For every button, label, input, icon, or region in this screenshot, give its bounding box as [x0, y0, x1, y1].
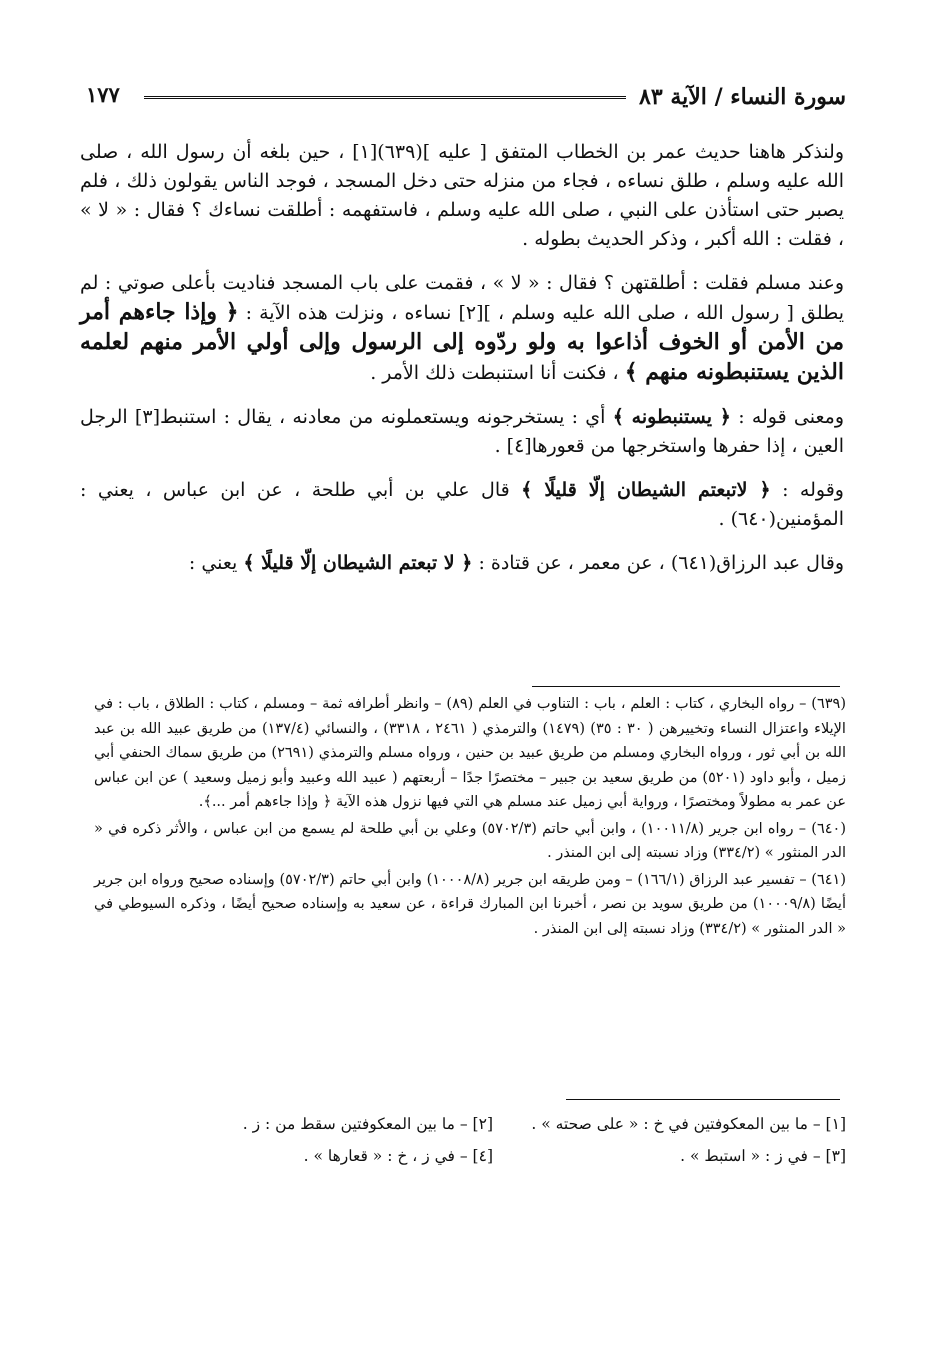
quran-verse: ﴿ يستنبطونه ﴾ [612, 406, 731, 428]
header-rule [144, 96, 626, 99]
paragraph-5-intro: وقال عبد الرزاق(٦٤١) ، عن معمر ، عن قتادة : [478, 552, 844, 574]
paragraph-3-outro: أي : يستخرجونه ويستعملونه من معادنه ، يقال : استنبط[٣] الرجل العين ، إذا حفرها واستخرجها من قعورها[٤] . [80, 406, 844, 457]
footnote-639: (٦٣٩) – رواه البخاري ، كتاب : العلم ، باب : التناوب في العلم (٨٩) – وانظر أطرافه ثمة – ومسلم ، كتاب : الطلاق ، باب : في الإيلاء واعتزال النساء وتخييرهن ( ٣٠ : ٣٥) (١٤٧٩) والترمذي ( ٢٤٦١ ، ٣٣١٨) ، والنسائي (١٣٧/٤) من طريق عبيد الله بن عبد الله بن أبي ثور ، ورواه البخاري ومسلم من طريق عبيد بن حنين ، ورواه مسلم والترمذي (٢٦٩١) من طريق سماك الحنفي أبي زميل ، وأبو داود (٥٢٠١) من طريق سعيد بن جبير – مختصرًا جدًا – أربعتهم ( عبيد الله وعبيد وأبو زميل وسعيد ) عن ابن عباس عن عمر به مطولاً ومختصرًا ، ورواية أبي زميل عند مسلم هي التي فيها نزول هذه الآية ﴿ وإذا جاءهم أمر ...﴾. [94, 696, 846, 810]
editor-notes-row [140, 1108, 846, 1140]
paragraph-5 [80, 549, 844, 578]
editor-note-1: [١] – ما بين المعكوفتين في خ : « على صحته » . [531, 1115, 846, 1133]
paragraph-1: ولنذكر هاهنا حديث عمر بن الخطاب المتفق [ عليه ](٦٣٩)[١] ، حين بلغه أن رسول الله ، صلى الله عليه وسلم ، طلق نساءه ، فجاء من منزله حتى دخل المسجد ، فوجد الناس يقولون ذلك ، فلم يصبر حتى استأذن على النبي ، صلى الله عليه وسلم ، فاستفهمه : أطلقت نساءك ؟ فقال : « لا » ، فقلت : الله أكبر ، وذكر الحديث بطوله . [80, 141, 844, 250]
editor-notes-divider [566, 1099, 840, 1100]
paragraph-3-intro: ومعنى قوله : [738, 406, 845, 428]
editor-note-3: [٣] – في ز : « استبط » . [680, 1147, 846, 1165]
page-number: ١٧٧ [86, 82, 120, 107]
quran-verse: ﴿ لاتبعتم الشيطان إلّا قليلًا ﴾ [521, 479, 771, 501]
quran-verse: ﴿ وإذا جاءهم أمر من الأمن أو الخوف أذاعوا به ولو ردّوه إلى الرسول وإلى أولي الأمر منهم لعلمه الذين يستنبطونه منهم ﴾ [80, 299, 844, 385]
editor-note-4: [٤] – في ز ، خ : « قعارها » . [303, 1147, 493, 1165]
paragraph-4-outro: قال علي بن أبي طلحة ، عن ابن عباس ، يعني : المؤمنين(٦٤٠) . [80, 479, 844, 530]
paragraph-3 [80, 403, 844, 461]
editor-notes [140, 1108, 846, 1172]
editor-note-2: [٢] – ما بين المعكوفتين سقط من : ز . [242, 1115, 493, 1133]
paragraph-4 [80, 476, 844, 534]
footnotes-divider [532, 686, 840, 687]
paragraph-2 [80, 269, 844, 388]
footnote-640: (٦٤٠) – رواه ابن جرير (١٠٠١١/٨) ، وابن أبي حاتم (٥٧٠٢/٣) وعلي بن أبي طلحة لم يسمع من ابن عباس ، والأثر ذكره في « الدر المنثور » (٣٣٤/٢) وزاد نسبته إلى ابن المنذر . [94, 820, 846, 861]
footnotes [94, 692, 846, 943]
paragraph-5-outro: يعني : [188, 552, 238, 574]
main-text [80, 138, 844, 593]
paragraph-2-outro: ، فكنت أنا استنبطت ذلك الأمر . [370, 362, 619, 384]
surah-title: سورة النساء / الآية ٨٣ [639, 84, 846, 110]
footnote-641: (٦٤١) – تفسير عبد الرزاق (١٦٦/١) – ومن طريقه ابن جرير (١٠٠٠٨/٨) وابن أبي حاتم (٥٧٠٢/٣) وإسناده صحيح ورواه ابن جرير أيضًا (١٠٠٠٩/٨) من طريق سويد بن نصر ، أخبرنا ابن المبارك قراءة ، عن سعيد به وإسناده صحيح أيضًا ، وذكره السيوطي في « الدر المنثور » (٣٣٤/٢) وزاد نسبته إلى ابن المنذر . [94, 871, 846, 937]
paragraph-2-intro: وعند مسلم فقلت : أطلقتهن ؟ فقال : « لا » ، فقمت على باب المسجد فناديت بأعلى صوتي : لم يطلق [ رسول الله ، صلى الله عليه وسلم ، ][٢] نساءه ، ونزلت هذه الآية : [80, 272, 844, 324]
editor-notes-row [140, 1140, 846, 1172]
quran-verse: ﴿ لا تبعتم الشيطان إلّا قليلًا ﴾ [243, 552, 473, 574]
page-header [86, 80, 846, 120]
paragraph-4-intro: وقوله : [782, 479, 844, 501]
